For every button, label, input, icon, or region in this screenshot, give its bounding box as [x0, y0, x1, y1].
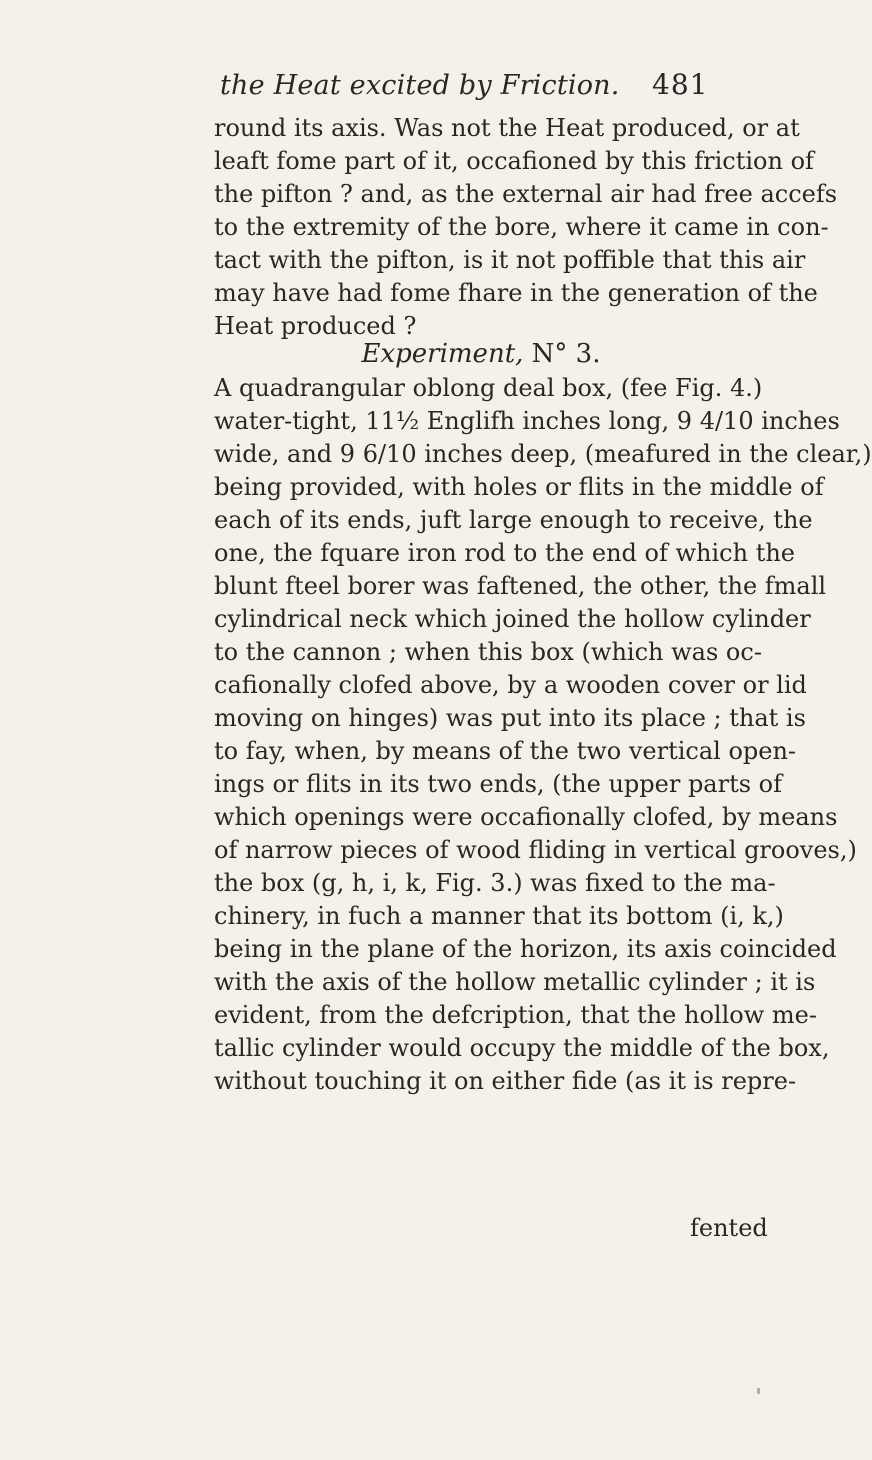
text-line: of narrow pieces of wood fliding in vertical grooves,) [214, 836, 857, 864]
text-line: each of its ends, juft large enough to receive, the [214, 506, 813, 534]
text-line: ings or flits in its two ends, (the upper parts of [214, 770, 783, 798]
text-line: may have had fome fhare in the generation of the [214, 279, 818, 307]
text-line: to the cannon ; when this box (which was oc- [214, 638, 762, 666]
text-line: round its axis. Was not the Heat produced, or at [214, 114, 800, 142]
text-line: blunt fteel borer was faftened, the other, the fmall [214, 572, 827, 600]
text-line: with the axis of the hollow metallic cylinder ; it is [214, 968, 816, 996]
text-line: without touching it on either fide (as it is repre- [214, 1067, 797, 1095]
catchword: fented [690, 1214, 768, 1242]
text-line: being provided, with holes or flits in the middle of [214, 473, 824, 501]
text-line: to fay, when, by means of the two vertical open- [214, 737, 797, 765]
text-line: being in the plane of the horizon, its axis coincided [214, 935, 837, 963]
text-line: tact with the pifton, is it not poffible that this air [214, 246, 806, 274]
text-line: one, the fquare iron rod to the end of which the [214, 539, 795, 567]
text-line: A quadrangular oblong deal box, (fee Fig. 4.) [214, 374, 763, 402]
text-line: to the extremity of the bore, where it came in con- [214, 213, 829, 241]
text-line: wide, and 9 6/10 inches deep, (meafured in the clear,) [214, 440, 872, 468]
heading-title: Experiment, [361, 339, 524, 369]
text-line: tallic cylinder would occupy the middle of the box, [214, 1034, 830, 1062]
running-head: the Heat excited by Friction. [220, 70, 620, 101]
text-line: which openings were occafionally clofed, by means [214, 803, 838, 831]
text-line: moving on hinges) was put into its place ; that is [214, 704, 806, 732]
paragraph-continuation [214, 112, 838, 343]
text-line: evident, from the defcription, that the hollow me- [214, 1001, 817, 1029]
text-line: leaft fome part of it, occafioned by this friction of [214, 147, 814, 175]
text-line: cafionally clofed above, by a wooden cover or lid [214, 671, 807, 699]
text-line: the box (g, h, i, k, Fig. 3.) was fixed to the ma- [214, 869, 776, 897]
text-line: chinery, in fuch a manner that its bottom (i, k,) [214, 902, 784, 930]
page-number: 481 [652, 68, 709, 101]
heading-number: N° 3. [531, 339, 601, 369]
text-line: water-tight, 11½ Englifh inches long, 9 4/10 inches [214, 407, 840, 435]
paper-speck [757, 1388, 760, 1394]
text-line: the pifton ? and, as the external air had free accefs [214, 180, 838, 208]
text-line: cylindrical neck which joined the hollow cylinder [214, 605, 811, 633]
section-heading [214, 334, 748, 374]
paragraph-experiment [214, 372, 872, 1098]
text-line: Heat produced ? [214, 312, 417, 340]
